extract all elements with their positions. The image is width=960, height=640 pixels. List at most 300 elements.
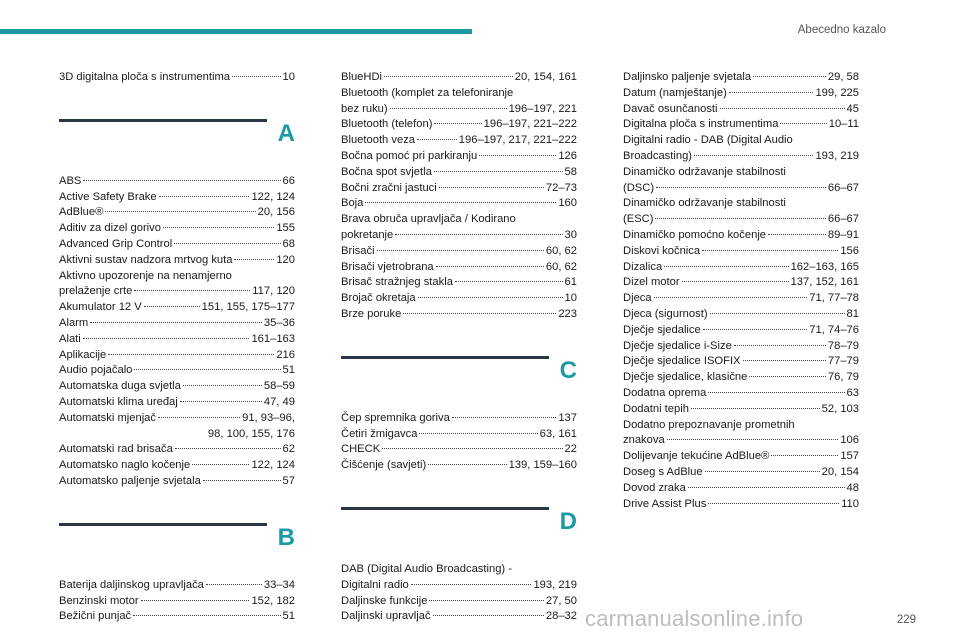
index-entry xyxy=(59,300,295,316)
index-entry xyxy=(341,196,577,212)
dot-leader xyxy=(654,297,808,298)
index-entry xyxy=(623,481,859,497)
index-entry xyxy=(623,339,859,355)
page-references: 66 xyxy=(282,174,295,187)
index-entry xyxy=(341,133,577,149)
section-divider xyxy=(59,119,267,122)
index-term: Alarm xyxy=(59,316,89,329)
index-term: pokretanje xyxy=(341,228,394,241)
index-term: Audio pojačalo xyxy=(59,364,133,377)
index-term: Dječje sjedalice ISOFIX xyxy=(623,355,741,368)
index-entry-row xyxy=(59,237,295,253)
dot-leader xyxy=(708,392,844,393)
index-term: Digitalni radio xyxy=(341,578,409,591)
dot-leader xyxy=(743,360,826,361)
index-entry xyxy=(59,594,295,610)
index-entry-row xyxy=(59,379,295,395)
index-entry xyxy=(59,609,295,625)
index-term: Dodatni tepih xyxy=(623,402,689,415)
index-entry xyxy=(59,474,295,490)
index-term: (DSC) xyxy=(623,181,655,194)
index-term: Bluetooth (telefon) xyxy=(341,118,433,131)
dot-leader xyxy=(691,408,820,409)
index-entry-text: Aktivno upozorenje na nenamjerno xyxy=(59,269,232,282)
section-letter: D xyxy=(559,507,577,535)
section-divider xyxy=(59,523,267,526)
page-references: 162–163, 165 xyxy=(790,260,859,273)
page-references: 58 xyxy=(564,165,577,178)
dot-leader xyxy=(183,385,262,386)
page-references: 20, 154, 161 xyxy=(514,71,577,83)
dot-leader xyxy=(452,417,557,418)
dot-leader xyxy=(417,139,457,140)
page-references: 63, 161 xyxy=(539,427,577,440)
index-term: ABS xyxy=(59,174,82,187)
dot-leader xyxy=(411,584,532,585)
index-entry xyxy=(341,181,577,197)
page-references: 72–73 xyxy=(545,181,577,194)
index-term: Djeca xyxy=(623,292,652,305)
page-references: 35–36 xyxy=(263,316,295,329)
index-entry-row xyxy=(341,442,577,458)
index-entry-row xyxy=(341,117,577,133)
dot-leader xyxy=(395,234,562,235)
page-references: 60, 62 xyxy=(545,244,577,257)
index-entry-row xyxy=(341,165,577,181)
index-entry-row xyxy=(59,332,295,348)
index-entry xyxy=(623,418,859,450)
dot-leader xyxy=(753,76,826,77)
index-entry-row xyxy=(59,363,295,379)
dot-leader xyxy=(429,600,543,601)
index-entry-row xyxy=(623,275,859,291)
page-references: 161–163 xyxy=(251,332,295,345)
dot-leader xyxy=(175,448,281,449)
index-entry-row xyxy=(341,70,577,86)
index-column-2 xyxy=(341,70,577,625)
index-entry-row xyxy=(341,149,577,165)
index-entry xyxy=(623,307,859,323)
index-entry-text: Bluetooth (komplet za telefoniranje xyxy=(341,86,514,99)
index-entry xyxy=(341,244,577,260)
page-references: 137, 152, 161 xyxy=(790,276,859,289)
index-term: Brze poruke xyxy=(341,307,402,320)
index-entry xyxy=(59,395,295,411)
index-term: Diskovi kočnica xyxy=(623,244,701,257)
dot-leader xyxy=(436,266,544,267)
index-term: Daljinsko paljenje svjetala xyxy=(623,71,752,83)
dot-leader xyxy=(708,503,839,504)
dot-leader xyxy=(434,171,563,172)
index-term: Dizalica xyxy=(623,260,663,273)
dot-leader xyxy=(365,202,556,203)
index-entry xyxy=(59,363,295,379)
index-term: Dječje sjedalice xyxy=(623,323,701,336)
page-references: 51 xyxy=(282,364,295,377)
index-column-1 xyxy=(59,70,295,625)
index-entry xyxy=(341,442,577,458)
page-references: 61 xyxy=(564,276,577,289)
dot-leader xyxy=(729,92,814,93)
index-term: Aplikacije xyxy=(59,348,107,361)
dot-leader xyxy=(656,187,826,188)
page-references: 126 xyxy=(558,149,577,162)
index-entry-row xyxy=(59,300,295,316)
index-term: znakova xyxy=(623,434,665,447)
index-term: Advanced Grip Control xyxy=(59,237,173,250)
dot-leader xyxy=(749,376,826,377)
page-references: 196–197, 221–222 xyxy=(483,118,577,131)
index-entry-row xyxy=(341,411,577,427)
index-entry xyxy=(59,253,295,269)
page-references: 199, 225 xyxy=(815,86,859,99)
dot-leader xyxy=(439,187,544,188)
dot-leader xyxy=(768,234,826,235)
dot-leader xyxy=(455,281,563,282)
index-entry xyxy=(623,133,859,165)
index-entry xyxy=(59,316,295,332)
page-references: 157 xyxy=(840,450,859,463)
index-entry xyxy=(341,275,577,291)
index-entry-row xyxy=(623,117,859,133)
index-entry-row xyxy=(341,578,577,594)
index-entry xyxy=(59,458,295,474)
index-entry xyxy=(341,149,577,165)
dot-leader xyxy=(433,615,544,616)
page-references: 160 xyxy=(558,197,577,210)
index-entry xyxy=(623,260,859,276)
index-term: Čep spremnika goriva xyxy=(341,411,450,424)
index-entry xyxy=(59,205,295,221)
page-references: 22 xyxy=(564,443,577,456)
dot-leader xyxy=(384,76,513,77)
index-entry xyxy=(623,386,859,402)
page-references: 58–59 xyxy=(263,380,295,393)
dot-leader xyxy=(419,433,537,434)
index-entry-row xyxy=(623,323,859,339)
dot-leader xyxy=(83,180,280,181)
index-term: Drive Assist Plus xyxy=(623,497,707,510)
index-entry-row xyxy=(59,205,295,221)
index-entry-row xyxy=(623,481,859,497)
page-references: 137 xyxy=(558,411,577,424)
index-entry-text: Digitalni radio - DAB (Digital Audio xyxy=(623,134,793,147)
dot-leader xyxy=(144,306,200,307)
index-term: prelaženje crte xyxy=(59,285,133,298)
dot-leader xyxy=(206,584,262,585)
page-references: 45 xyxy=(846,102,859,115)
index-term: Aktivni sustav nadzora mrtvog kuta xyxy=(59,253,233,266)
index-entry xyxy=(341,70,577,86)
dot-leader xyxy=(479,155,556,156)
index-term: (ESC) xyxy=(623,213,654,226)
index-entry-row xyxy=(623,260,859,276)
page-references: 20, 156 xyxy=(257,206,295,219)
dot-leader xyxy=(134,369,280,370)
index-entry-row xyxy=(623,402,859,418)
dot-leader xyxy=(377,250,544,251)
index-term: Alati xyxy=(59,332,81,345)
index-entry-row xyxy=(59,458,295,474)
index-entry-row xyxy=(341,291,577,307)
index-term: Bočni zračni jastuci xyxy=(341,181,437,194)
dot-leader xyxy=(390,108,507,109)
dot-leader xyxy=(688,487,845,488)
index-entry xyxy=(59,190,295,206)
index-entry-row xyxy=(59,284,295,300)
index-entry xyxy=(623,402,859,418)
index-term: Bočna spot svjetla xyxy=(341,165,432,178)
index-entry xyxy=(623,291,859,307)
page-references: 68 xyxy=(282,237,295,250)
index-entry-row xyxy=(59,395,295,411)
index-term: Dinamičko pomoćno kočenje xyxy=(623,228,767,241)
index-entry xyxy=(341,458,577,474)
index-entry xyxy=(341,212,577,244)
dot-leader xyxy=(655,218,825,219)
index-entry-pages-continued: 98, 100, 155, 176 xyxy=(207,427,295,440)
index-entry-row xyxy=(623,149,859,165)
index-entry-row xyxy=(59,474,295,490)
index-entry-row xyxy=(623,354,859,370)
dot-leader xyxy=(667,439,839,440)
index-entry-row xyxy=(59,609,295,625)
page-references: 89–91 xyxy=(827,228,859,241)
page-references: 196–197, 221 xyxy=(508,102,577,115)
index-term: Baterija daljinskog upravljača xyxy=(59,578,204,591)
index-entry-row xyxy=(59,253,295,269)
index-entry xyxy=(623,354,859,370)
index-term: Bočna pomoć pri parkiranju xyxy=(341,149,478,162)
index-term: Brisač stražnjeg stakla xyxy=(341,276,453,289)
index-term: Dolijevanje tekućine AdBlue® xyxy=(623,450,770,463)
index-entry-row xyxy=(623,181,859,197)
dot-leader xyxy=(720,108,845,109)
index-entry xyxy=(341,411,577,427)
dot-leader xyxy=(771,455,838,456)
index-term: Bežični punjač xyxy=(59,610,132,623)
section-divider xyxy=(341,356,549,359)
index-entry-row xyxy=(341,244,577,260)
index-entry xyxy=(341,609,577,625)
dot-leader xyxy=(780,123,826,124)
dot-leader xyxy=(159,196,250,197)
index-entry xyxy=(341,260,577,276)
index-entry-row xyxy=(341,458,577,474)
page-references: 117, 120 xyxy=(252,285,295,298)
index-term: Daljinski upravljač xyxy=(341,610,431,623)
index-entry xyxy=(59,348,295,364)
page-references: 52, 103 xyxy=(821,402,859,415)
index-term: CHECK xyxy=(341,443,381,456)
index-entry xyxy=(623,165,859,197)
index-entry-row xyxy=(623,291,859,307)
index-entry xyxy=(59,221,295,237)
page-references: 77–79 xyxy=(827,355,859,368)
page-references: 10 xyxy=(282,71,295,83)
page-references: 110 xyxy=(841,497,859,510)
index-term: Brisači vjetrobrana xyxy=(341,260,434,273)
index-entry xyxy=(623,465,859,481)
section-divider xyxy=(341,507,549,510)
page-references: 122, 124 xyxy=(251,190,295,203)
index-entry-row xyxy=(623,465,859,481)
page-references: 91, 93–96, xyxy=(242,411,295,424)
index-entry-row xyxy=(341,427,577,443)
index-term: Automatski klima uređaj xyxy=(59,395,178,408)
dot-leader xyxy=(180,401,262,402)
section-header-d xyxy=(341,504,577,554)
index-term: Datum (namještanje) xyxy=(623,86,727,99)
index-entry xyxy=(623,102,859,118)
index-entry-row xyxy=(59,411,295,427)
index-entry xyxy=(623,323,859,339)
index-entry-text: Brava obruča upravljača / Kodirano xyxy=(341,213,516,226)
section-header-c xyxy=(341,353,577,403)
index-entry xyxy=(623,497,859,513)
index-term: Digitalna ploča s instrumentima xyxy=(623,118,779,131)
index-term: Automatski mjenjač xyxy=(59,411,156,424)
index-entry xyxy=(59,442,295,458)
index-term: Dječje sjedalice, klasične xyxy=(623,371,748,384)
index-term: Četiri žmigavca xyxy=(341,427,418,440)
index-entry xyxy=(623,196,859,228)
index-entry-row xyxy=(341,307,577,323)
dot-leader xyxy=(133,615,280,616)
index-term: AdBlue® xyxy=(59,206,104,219)
index-term: Daljinske funkcije xyxy=(341,594,428,607)
index-term: Automatski rad brisača xyxy=(59,443,173,456)
index-term: Dizel motor xyxy=(623,276,680,289)
dot-leader xyxy=(702,250,838,251)
index-column-3 xyxy=(623,70,859,512)
page-references: 48 xyxy=(846,481,859,494)
dot-leader xyxy=(710,313,845,314)
dot-leader xyxy=(682,281,789,282)
dot-leader xyxy=(141,600,250,601)
index-entry-row xyxy=(623,244,859,260)
index-entry-row xyxy=(341,228,577,244)
index-term: Broadcasting) xyxy=(623,149,693,162)
dot-leader xyxy=(174,243,280,244)
page-references: 71, 77–78 xyxy=(809,292,859,305)
index-entry-text: DAB (Digital Audio Broadcasting) - xyxy=(341,562,512,575)
index-entry xyxy=(341,427,577,443)
dot-leader xyxy=(694,155,813,156)
page-title: Abecedno kazalo xyxy=(797,24,886,36)
dot-leader xyxy=(163,227,274,228)
index-entry xyxy=(623,449,859,465)
index-entry-row xyxy=(623,212,859,228)
page-references: 193, 219 xyxy=(815,149,859,162)
page-references: 63 xyxy=(846,386,859,399)
index-entry xyxy=(59,411,295,443)
index-term: Automatsko paljenje svjetala xyxy=(59,474,201,487)
section-letter: C xyxy=(559,356,577,384)
index-entry xyxy=(341,562,577,594)
index-entry-row xyxy=(59,594,295,610)
page-references: 81 xyxy=(846,307,859,320)
page-references: 120 xyxy=(276,253,295,266)
section-header-b xyxy=(59,520,295,570)
page-references: 156 xyxy=(840,244,859,257)
page-references: 27, 50 xyxy=(545,594,577,607)
index-entry xyxy=(623,86,859,102)
dot-leader xyxy=(734,345,826,346)
index-entry xyxy=(59,269,295,301)
page-references: 78–79 xyxy=(827,339,859,352)
dot-leader xyxy=(90,322,262,323)
index-entry-row xyxy=(59,442,295,458)
dot-leader xyxy=(664,266,788,267)
dot-leader xyxy=(434,123,481,124)
page-references: 47, 49 xyxy=(263,395,295,408)
index-entry xyxy=(341,291,577,307)
page-references: 51 xyxy=(282,610,295,623)
index-entry-row xyxy=(59,70,295,86)
dot-leader xyxy=(418,297,563,298)
page-references: 223 xyxy=(558,307,577,320)
index-entry-row xyxy=(341,102,577,118)
index-entry xyxy=(623,370,859,386)
index-entry-row xyxy=(623,449,859,465)
page-references: 60, 62 xyxy=(545,260,577,273)
index-entry-row xyxy=(623,86,859,102)
index-entry-text: Dinamičko održavanje stabilnosti xyxy=(623,197,786,210)
dot-leader xyxy=(203,480,281,481)
index-term: Dječje sjedalice i-Size xyxy=(623,339,732,352)
page-references: 10–11 xyxy=(828,118,859,131)
index-term: Akumulator 12 V xyxy=(59,301,142,314)
index-term: Doseg s AdBlue xyxy=(623,465,703,478)
page-references: 57 xyxy=(282,474,295,487)
dot-leader xyxy=(382,448,562,449)
page-references: 28–32 xyxy=(545,610,577,623)
index-entry-row xyxy=(59,348,295,364)
dot-leader xyxy=(705,471,820,472)
page-references: 139, 159–160 xyxy=(508,459,577,472)
index-entry-row xyxy=(623,370,859,386)
index-entry xyxy=(59,332,295,348)
page-references: 33–34 xyxy=(263,578,295,591)
index-term: Aditiv za dizel gorivo xyxy=(59,222,161,235)
page-references: 193, 219 xyxy=(533,578,577,591)
page-references: 151, 155, 175–177 xyxy=(201,301,295,314)
index-term: Brojač okretaja xyxy=(341,292,416,305)
index-entry-row xyxy=(623,307,859,323)
index-entry-row xyxy=(623,70,859,86)
index-entry xyxy=(341,165,577,181)
index-entry-text: Dodatno prepoznavanje prometnih xyxy=(623,418,795,431)
page-references: 216 xyxy=(276,348,295,361)
index-entry-row xyxy=(341,196,577,212)
index-term: Čišćenje (savjeti) xyxy=(341,459,427,472)
index-term: bez ruku) xyxy=(341,102,388,115)
index-entry-row xyxy=(341,133,577,149)
index-term: 3D digitalna ploča s instrumentima xyxy=(59,71,231,83)
index-entry xyxy=(59,70,295,86)
index-entry xyxy=(341,594,577,610)
page-number: 229 xyxy=(896,614,916,626)
index-entry xyxy=(623,275,859,291)
page-references: 30 xyxy=(564,228,577,241)
index-entry-row xyxy=(623,228,859,244)
dot-leader xyxy=(158,417,240,418)
index-entry-text: Dinamičko održavanje stabilnosti xyxy=(623,165,786,178)
index-entry xyxy=(341,86,577,118)
index-entry-row xyxy=(59,578,295,594)
page-references: 155 xyxy=(276,222,295,235)
